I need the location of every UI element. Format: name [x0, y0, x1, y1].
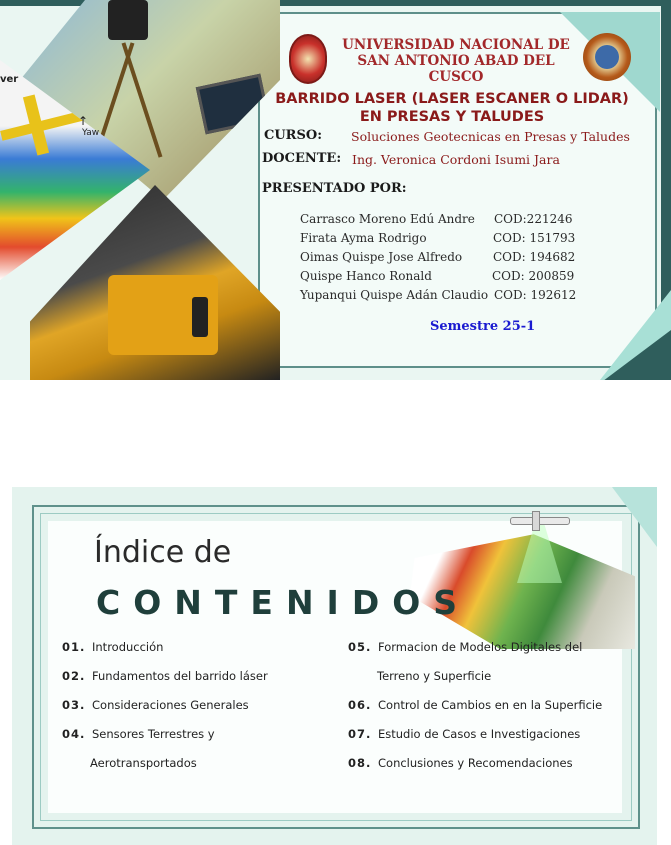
semester-label: Semestre 25-1 [430, 319, 536, 334]
member-code: COD: 200859 [492, 269, 575, 283]
index-item-text: Conclusiones y Recomendaciones [378, 756, 573, 770]
member-name: Carrasco Moreno Edú Andre [300, 212, 475, 226]
airplane-body [510, 517, 570, 525]
index-item-text: Sensores Terrestres y [92, 727, 215, 741]
index-item-text: Fundamentos del barrido láser [92, 669, 268, 683]
index-item-continuation: Aerotransportados [90, 756, 197, 770]
member-row [300, 231, 576, 245]
presentation-title: BARRIDO LASER (LASER ESCANER O LIDAR) EN PRESAS Y TALUDES [275, 91, 629, 125]
teacher-label: DOCENTE: [262, 151, 342, 166]
member-row [300, 288, 577, 302]
index-item [348, 727, 580, 741]
index-item-text: Formacion de Modelos Digitales del [378, 640, 583, 654]
index-title-line1: Índice de [94, 535, 232, 570]
member-row [300, 212, 573, 226]
university-crest-logo [289, 34, 327, 84]
member-name: Quispe Hanco Ronald [300, 269, 432, 283]
faculty-seal-logo [583, 33, 631, 81]
airplane-wing [532, 511, 540, 531]
index-item [348, 640, 582, 654]
teacher-value: Ing. Veronica Cordoni Isumi Jara [352, 152, 560, 167]
index-item-number: 03. [62, 698, 86, 712]
member-name: Firata Ayma Rodrigo [300, 231, 427, 245]
course-label: CURSO: [264, 128, 322, 143]
index-item-number: 02. [62, 669, 86, 683]
member-code: COD: 194682 [493, 250, 576, 264]
index-item [348, 698, 602, 712]
index-item-number: 01. [62, 640, 86, 654]
member-name: Oimas Quispe Jose Alfredo [300, 250, 463, 264]
member-code: COD: 192612 [494, 288, 577, 302]
member-name: Yupanqui Quispe Adán Claudio [300, 288, 489, 302]
index-item-number: 06. [348, 698, 372, 712]
index-item [348, 756, 573, 770]
yaw-arrow-icon: ↑ [78, 114, 89, 128]
index-item-number: 05. [348, 640, 372, 654]
index-item-text: Introducción [92, 640, 164, 654]
index-item-text: Consideraciones Generales [92, 698, 249, 712]
scanner-lens [192, 297, 208, 337]
presented-by-label: PRESENTADO POR: [262, 181, 407, 196]
university-name: UNIVERSIDAD NACIONAL DE SAN ANTONIO ABAD DEL CUSCO [342, 37, 570, 85]
member-code: COD:221246 [494, 212, 573, 226]
index-item [62, 640, 163, 654]
seal-center [595, 45, 619, 69]
tripod-leg [122, 42, 163, 157]
index-slide [12, 487, 657, 845]
member-code: COD: 151793 [493, 231, 576, 245]
scanner-head [108, 0, 148, 40]
index-item [62, 669, 268, 683]
member-row [300, 269, 575, 283]
index-item [62, 727, 215, 741]
airplane-icon [510, 511, 568, 527]
index-item-continuation: Terreno y Superficie [377, 669, 492, 683]
cover-slide [0, 0, 671, 380]
index-item-number: 08. [348, 756, 372, 770]
index-item-text: Control de Cambios en en la Superficie [378, 698, 603, 712]
index-item-number: 07. [348, 727, 372, 741]
index-item-text: Estudio de Casos e Investigaciones [378, 727, 581, 741]
yaw-label: Yaw [82, 128, 100, 138]
index-item-number: 04. [62, 727, 86, 741]
course-value: Soluciones Geotecnicas en Presas y Taludes [351, 129, 630, 144]
ver-label: ver [0, 74, 19, 85]
index-item [62, 698, 249, 712]
index-title-line2: CONTENIDOS [96, 583, 471, 622]
member-row [300, 250, 576, 264]
